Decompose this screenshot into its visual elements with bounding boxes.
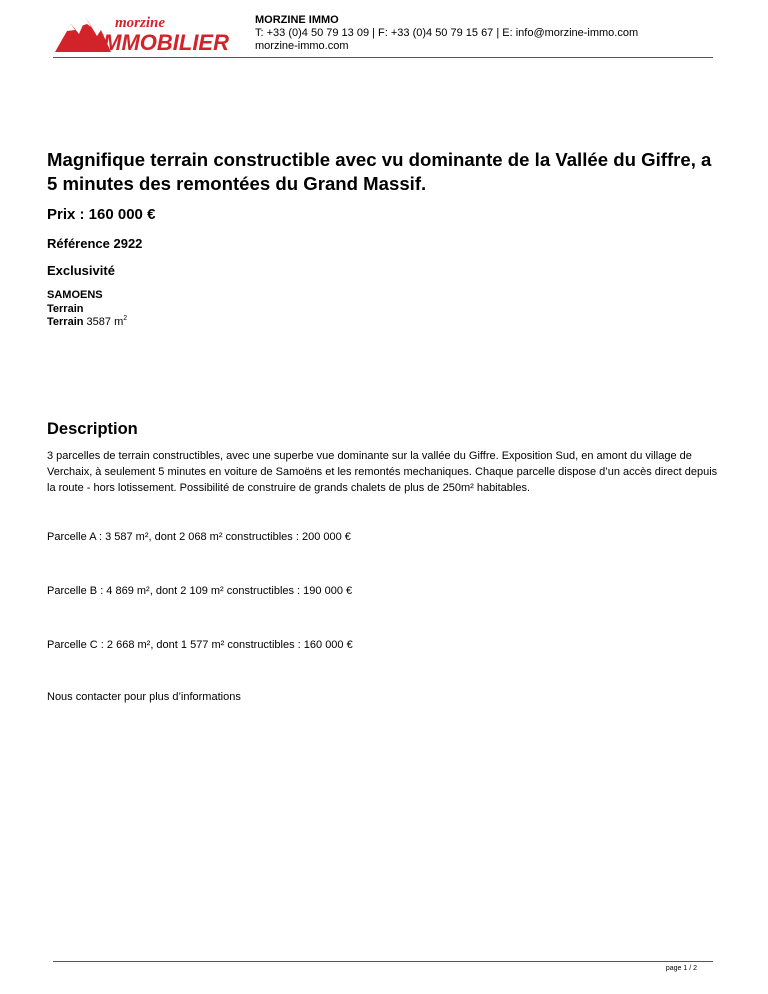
- parcel-b: Parcelle B : 4 869 m², dont 2 109 m² constructibles : 190 000 €: [47, 585, 353, 597]
- footer-divider: [53, 961, 713, 962]
- listing-area-unit: 2: [123, 315, 128, 322]
- agency-contact-line: T: +33 (0)4 50 79 13 09 | F: +33 (0)4 50 79 15 67 | E: info@morzine-immo.com: [255, 27, 639, 39]
- listing-exclusivity: Exclusivité: [47, 263, 115, 278]
- morzine-immobilier-logo: [53, 12, 243, 56]
- svg-text:IMMOBILIER: IMMOBILIER: [97, 30, 229, 55]
- listing-area-label: Terrain: [47, 316, 84, 328]
- description-heading: Description: [47, 420, 138, 438]
- listing-facts: [47, 289, 127, 330]
- listing-location: SAMOENS: [47, 289, 103, 301]
- contact-note: Nous contacter pour plus d’informations: [47, 691, 241, 703]
- page-header: [0, 0, 768, 58]
- listing-type: Terrain: [47, 302, 84, 315]
- parcel-a: Parcelle A : 3 587 m², dont 2 068 m² constructibles : 200 000 €: [47, 531, 351, 543]
- description-text: 3 parcelles de terrain constructibles, avec une superbe vue dominante sur la vallée du Giffre. Exposition Sud, en amont du village de Verchaix, à seulement 5 minutes en voiture de Samoëns et les remontés mechaniques. Chaque parcelle dispose d’un accès direct depuis la route - hors lotissement. Possibilité de construire de grands chalets de plus de 250m² habitables.: [47, 450, 718, 494]
- listing-reference: Référence 2922: [47, 236, 143, 251]
- svg-text:morzine: morzine: [115, 15, 166, 31]
- listing-price: Prix : 160 000 €: [47, 206, 156, 223]
- parcel-c: Parcelle C : 2 668 m², dont 1 577 m² constructibles : 160 000 €: [47, 639, 353, 651]
- page-number: page 1 / 2: [665, 965, 697, 972]
- listing-area-value: 3587 m: [86, 316, 124, 328]
- agency-website: morzine-immo.com: [255, 40, 349, 52]
- listing-title: Magnifique terrain constructible avec vu dominante de la Vallée du Giffre, a 5 minutes des remontées du Grand Massif.: [47, 149, 712, 194]
- header-divider: [53, 57, 713, 58]
- agency-name: MORZINE IMMO: [255, 14, 339, 26]
- agency-contact-block: [255, 14, 638, 53]
